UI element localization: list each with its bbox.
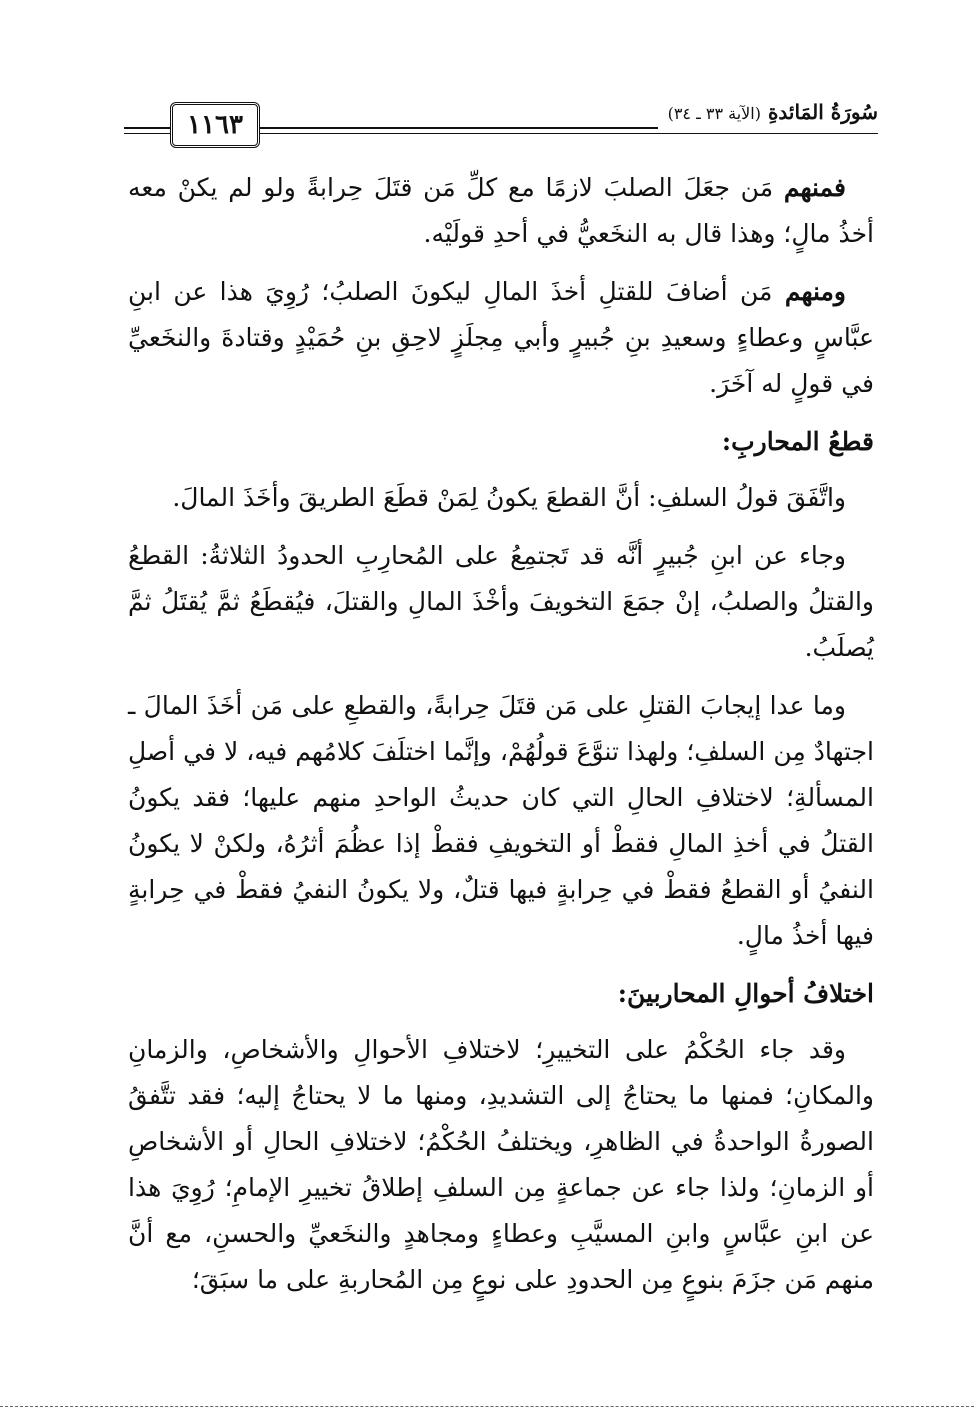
page-header <box>124 100 878 148</box>
scan-edge-line <box>0 1406 974 1407</box>
paragraph: وقد جاء الحُكْمُ على التخييرِ؛ لاختلافِ الأحوالِ والأشخاصِ، والزمانِ والمكانِ؛ فمنها ما يحتاجُ إلى التشديدِ، ومنها ما لا يحتاجُ إليه؛ فقد تتَّفقُ الصورةُ الواحدةُ في الظاهرِ، ويختلفُ الحُكْمُ؛ لاختلافِ الحالِ أو الأشخاصِ أو الزمانِ؛ ولذا جاء عن جماعةٍ مِن السلفِ إطلاقُ تخييرِ الإمامِ؛ رُوِيَ هذا عن ابنِ عبَّاسٍ وابنِ المسيَّبِ وعطاءٍ ومجاهدٍ والنخَعيِّ والحسنِ، مع أنَّ منهم مَن جزَمَ بنوعٍ مِن الحدودِ على نوعٍ مِن المُحاربةِ على ما سبَقَ؛ <box>128 1035 874 1294</box>
page-number-box <box>170 102 260 148</box>
paragraph: واتَّفَقَ قولُ السلفِ: أنَّ القطعَ يكونُ لِمَنْ قطَعَ الطريقَ وأخَذَ المالَ. <box>172 483 846 512</box>
section-heading: اختلافُ أحوالِ المحاربينَ: <box>617 979 874 1008</box>
page-body <box>128 165 874 1315</box>
running-title <box>658 100 878 130</box>
ayah-range: (الآية ٣٣ ـ ٣٤) <box>667 104 761 123</box>
paragraph: وجاء عن ابنِ جُبيرٍ أنَّه قد تَجتمِعُ على المُحارِبِ الحدودُ الثلاثةُ: القطعُ والقتلُ والصلبُ، إنْ جمَعَ التخويفَ وأخْذَ المالِ والقتلَ، فيُقطَعُ ثمَّ يُقتَلُ ثمَّ يُصلَبُ. <box>128 541 874 662</box>
paragraph-text: مَن جعَلَ الصلبَ لازمًا مع كلِّ مَن قتَلَ حِرابةً ولو لم يكنْ معه أخذُ مالٍ؛ وهذا قال به النخَعيُّ في أحدِ قولَيْه. <box>128 173 874 248</box>
surah-name: سُورَةُ المَائدةِ <box>767 100 878 124</box>
paragraph <box>128 165 874 257</box>
paragraph-lead: ومنهم <box>784 277 846 306</box>
paragraph: وما عدا إيجابَ القتلِ على مَن قتَلَ حِرابةً، والقطعِ على مَن أخَذَ المالَ ـ اجتهادٌ مِن السلفِ؛ ولهذا تنوَّعَ قولُهُمْ، وإنَّما اختلَفَ كلامُهم فيه، لا في أصلِ المسألةِ؛ لاختلافِ الحالِ التي كان حديثُ الواحدِ منهم عليها؛ فقد يكونُ القتلُ في أخذِ المالِ فقطْ أو التخويفِ فقطْ إذا عظُمَ أثرُهُ، ولكنْ لا يكونُ النفيُ أو القطعُ فقطْ في حِرابةٍ فيها قتلٌ، ولا يكونُ النفيُ فقطْ في حِرابةٍ فيها أخذُ مالٍ. <box>128 691 874 950</box>
paragraph-lead: فمنهم <box>783 173 846 202</box>
paragraph <box>128 269 874 407</box>
paragraph-text: مَن أضافَ للقتلِ أخذَ المالِ ليكونَ الصلبُ؛ رُوِيَ هذا عن ابنِ عبَّاسٍ وعطاءٍ وسعيدِ بنِ جُبيرٍ وأبي مِجلَزٍ لاحِقِ بنِ حُمَيْدٍ وقتادةَ والنخَعيِّ في قولٍ له آخَرَ. <box>128 277 874 398</box>
section-heading: قطعُ المحاربِ: <box>721 427 874 456</box>
page-number: ١١٦٣ <box>187 110 243 140</box>
